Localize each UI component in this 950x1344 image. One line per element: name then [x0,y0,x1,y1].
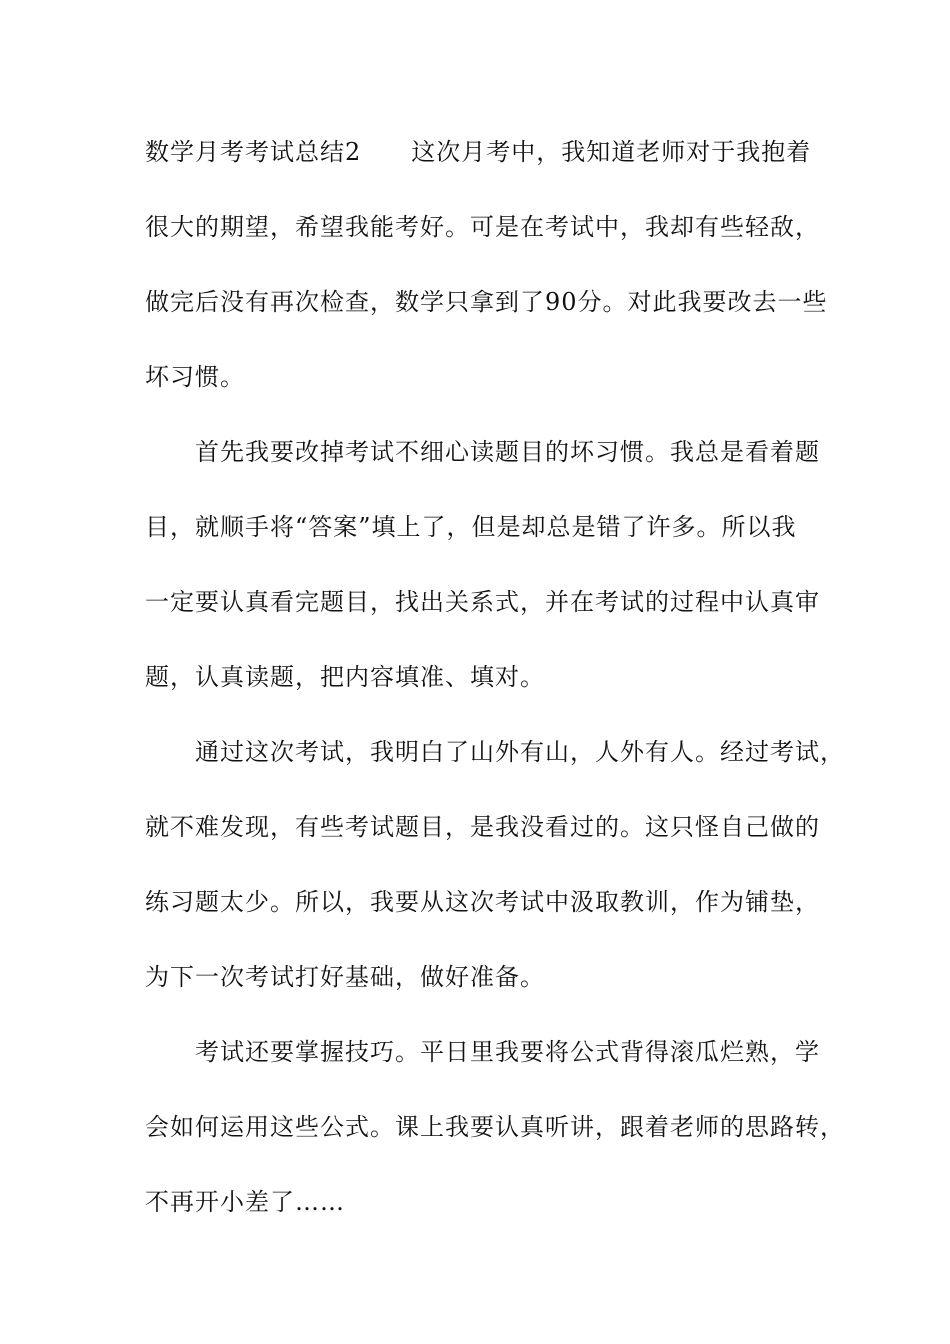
text-line: 就不难发现，有些考试题目，是我没看过的。这只怪自己做的 [145,813,820,841]
text-line: 题，认真读题，把内容填准、填对。 [145,663,545,691]
text-line: 首先我要改掉考试不细心读题目的坏习惯。我总是看着题 [145,438,820,466]
text-line: 不再开小差了…… [145,1188,345,1216]
text-line: 通过这次考试，我明白了山外有山，人外有人。经过考试， [145,738,845,766]
text-line: 数学月考考试总结2 这次月考中，我知道老师对于我抱着 [145,138,812,166]
text-line: 一定要认真看完题目，找出关系式，并在考试的过程中认真审 [145,588,820,616]
text-line: 坏习惯。 [145,363,245,391]
text-line: 练习题太少。所以，我要从这次考试中汲取教训，作为铺垫， [145,888,820,916]
text-line: 为下一次考试打好基础，做好准备。 [145,963,545,991]
text-line: 目，就顺手将“答案”填上了，但是却总是错了许多。所以我 [145,513,797,541]
text-line: 很大的期望，希望我能考好。可是在考试中，我却有些轻敌， [145,213,820,241]
text-line: 做完后没有再次检查，数学只拿到了90分。对此我要改去一些 [145,288,828,316]
text-line: 会如何运用这些公式。课上我要认真听讲，跟着老师的思路转， [145,1113,845,1141]
text-line: 考试还要掌握技巧。平日里我要将公式背得滚瓜烂熟，学 [145,1038,820,1066]
